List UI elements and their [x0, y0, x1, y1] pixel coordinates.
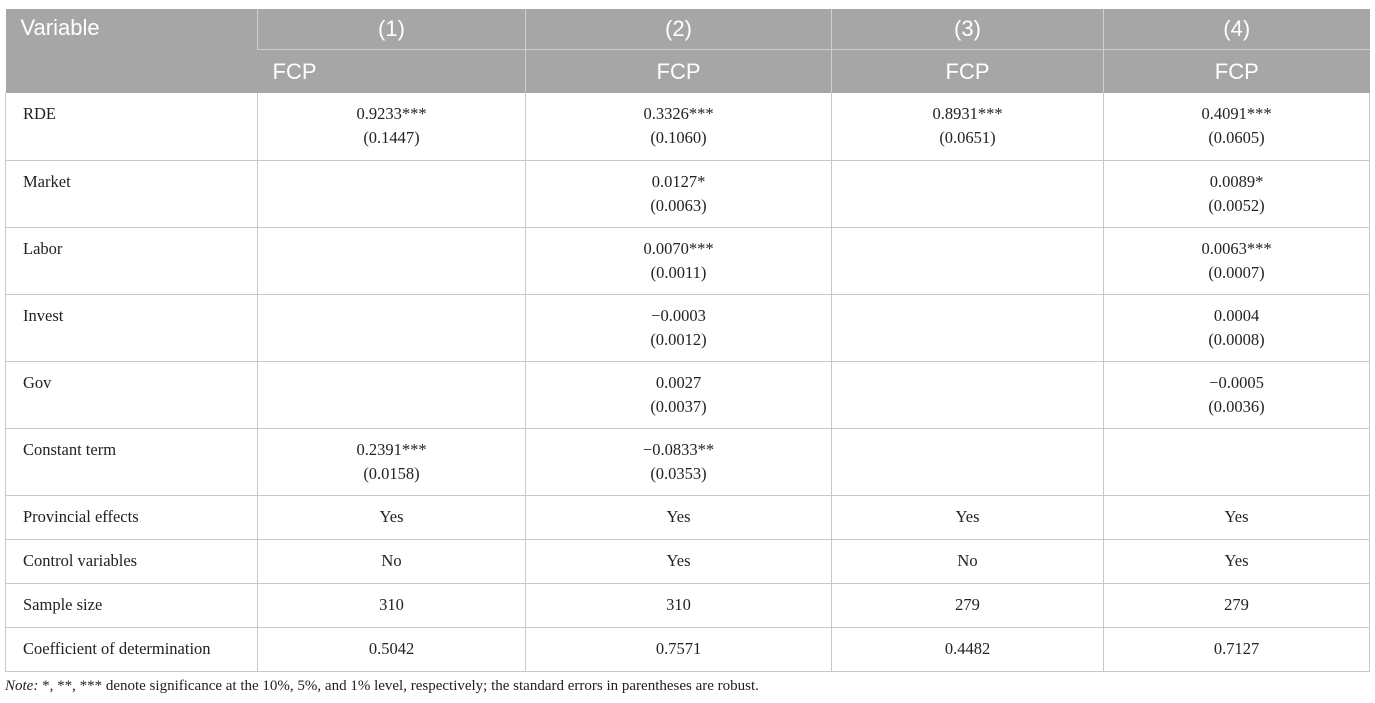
coefficient: 0.0027: [655, 372, 702, 392]
standard-error: (0.0012): [650, 329, 707, 349]
standard-error: (0.0063): [650, 195, 707, 215]
note-text: *, **, *** denote significance at the 10%, 5%, and 1% level, respectively; the standard errors in parentheses are robust.: [38, 678, 759, 694]
coefficient: 0.4091***: [1201, 104, 1272, 123]
table-body: [6, 93, 1370, 671]
cell: [526, 93, 832, 160]
summary-row: [6, 539, 1370, 583]
cell: [526, 294, 832, 361]
cell: [832, 294, 1104, 361]
coefficient: 0.0070***: [643, 238, 714, 258]
cell: [1104, 160, 1370, 227]
standard-error: (0.0007): [1208, 262, 1265, 282]
row-label: Provincial effects: [6, 495, 258, 539]
variable-header: Variable: [6, 9, 258, 93]
cell: 310: [258, 583, 526, 627]
row-label: Constant term: [6, 428, 258, 495]
cell: [1104, 294, 1370, 361]
column-number: (2): [526, 9, 832, 50]
regression-table: [5, 9, 1370, 672]
row-label: Invest: [6, 294, 258, 361]
note-prefix: Note:: [5, 678, 39, 694]
cell: [258, 294, 526, 361]
cell: 279: [832, 583, 1104, 627]
coefficient: 0.0004: [1213, 305, 1260, 325]
table-note: [5, 678, 759, 695]
cell: Yes: [258, 495, 526, 539]
cell: 0.4482: [832, 627, 1104, 671]
cell: [258, 93, 526, 160]
row-label: Market: [6, 160, 258, 227]
dependent-variable: FCP: [526, 50, 832, 94]
dependent-variable: FCP: [258, 50, 526, 94]
summary-row: [6, 627, 1370, 671]
column-number: (3): [832, 9, 1104, 50]
coefficient: −0.0005: [1209, 372, 1264, 392]
coefficient: 0.9233***: [356, 104, 427, 123]
cell: [258, 361, 526, 428]
table-row: [6, 227, 1370, 294]
coefficient: 0.8931***: [932, 104, 1003, 123]
cell: 279: [1104, 583, 1370, 627]
standard-error: (0.1060): [650, 128, 707, 147]
cell: No: [832, 539, 1104, 583]
cell: [832, 227, 1104, 294]
standard-error: (0.0037): [650, 396, 707, 416]
cell: 310: [526, 583, 832, 627]
standard-error: (0.0353): [650, 463, 707, 483]
standard-error: (0.0052): [1208, 195, 1265, 215]
cell: Yes: [832, 495, 1104, 539]
cell: [258, 428, 526, 495]
cell: [526, 361, 832, 428]
cell: [526, 160, 832, 227]
coefficient: 0.0089*: [1209, 171, 1264, 191]
table-row: [6, 93, 1370, 160]
cell: Yes: [1104, 495, 1370, 539]
row-label: Labor: [6, 227, 258, 294]
cell: [832, 93, 1104, 160]
coefficient: −0.0003: [651, 305, 706, 325]
table-row: [6, 294, 1370, 361]
dependent-variable: FCP: [832, 50, 1104, 94]
coefficient: 0.2391***: [356, 439, 427, 459]
table-row: [6, 160, 1370, 227]
cell: [1104, 227, 1370, 294]
regression-table-container: [5, 9, 1369, 672]
cell: [526, 227, 832, 294]
coefficient: −0.0833**: [642, 439, 715, 459]
cell: [258, 160, 526, 227]
standard-error: (0.1447): [363, 128, 420, 147]
table-row: [6, 361, 1370, 428]
summary-row: [6, 583, 1370, 627]
standard-error: (0.0158): [363, 463, 420, 483]
row-label: RDE: [6, 93, 258, 160]
coefficient: 0.0063***: [1201, 238, 1272, 258]
cell: [832, 160, 1104, 227]
coefficient: 0.3326***: [643, 104, 714, 123]
dependent-variable: FCP: [1104, 50, 1370, 94]
cell: [526, 428, 832, 495]
cell: No: [258, 539, 526, 583]
cell: Yes: [1104, 539, 1370, 583]
standard-error: (0.0651): [939, 128, 996, 147]
cell: [832, 428, 1104, 495]
coefficient: 0.0127*: [651, 171, 706, 191]
row-label: Sample size: [6, 583, 258, 627]
header-row-numbers: [6, 9, 1370, 50]
table-header: [6, 9, 1370, 93]
standard-error: (0.0036): [1208, 396, 1265, 416]
standard-error: (0.0011): [650, 262, 707, 282]
summary-row: [6, 495, 1370, 539]
cell: Yes: [526, 539, 832, 583]
cell: 0.7571: [526, 627, 832, 671]
cell: 0.7127: [1104, 627, 1370, 671]
cell: [832, 361, 1104, 428]
row-label: Gov: [6, 361, 258, 428]
cell: [1104, 361, 1370, 428]
column-number: (4): [1104, 9, 1370, 50]
column-number: (1): [258, 9, 526, 50]
table-row: [6, 428, 1370, 495]
standard-error: (0.0008): [1208, 329, 1265, 349]
cell: Yes: [526, 495, 832, 539]
standard-error: (0.0605): [1208, 128, 1265, 147]
cell: [258, 227, 526, 294]
row-label: Control variables: [6, 539, 258, 583]
row-label: Coefficient of determination: [6, 627, 258, 671]
cell: [1104, 93, 1370, 160]
cell: [1104, 428, 1370, 495]
cell: 0.5042: [258, 627, 526, 671]
